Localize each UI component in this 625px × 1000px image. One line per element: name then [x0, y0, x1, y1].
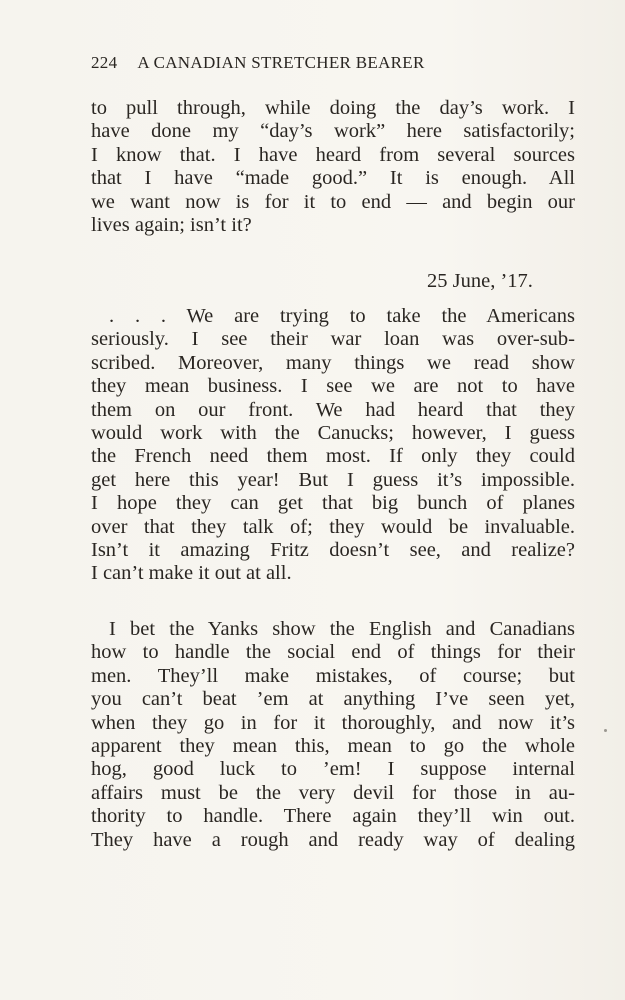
text-line: how to handle the social end of things for their [91, 641, 575, 664]
running-title: A CANADIAN STRETCHER BEARER [137, 53, 425, 72]
text-line: the French need them most. If only they could [91, 445, 575, 468]
text-line: affairs must be the very devil for those in au- [91, 781, 575, 804]
text-line: I know that. I have heard from several sources [91, 143, 575, 166]
text-line: I hope they can get that big bunch of planes [91, 492, 575, 515]
letter-paragraph [91, 618, 575, 852]
text-line: we want now is for it to end — and begin our [91, 190, 575, 213]
text-line: lives again; isn’t it? [91, 213, 252, 236]
text-line: that I have “made good.” It is enough. All [91, 167, 575, 190]
text-line: seriously. I see their war loan was over-sub- [91, 328, 575, 351]
letter-paragraph [91, 305, 575, 586]
text-line: They have a rough and ready way of dealing [91, 828, 575, 851]
paragraph-continued [91, 97, 575, 237]
text-line: have done my “day’s work” here satisfactorily; [91, 120, 575, 143]
text-line: I bet the Yanks show the English and Canadians [109, 618, 575, 640]
text-line: you can’t beat ’em at anything I’ve seen yet, [91, 688, 575, 711]
text-line: they mean business. I see we are not to have [91, 375, 575, 398]
text-line: Isn’t it amazing Fritz doesn’t see, and realize? [91, 538, 575, 561]
text-line: scribed. Moreover, many things we read show [91, 351, 575, 374]
text-line: thority to handle. There again they’ll win out. [91, 805, 575, 828]
text-line: when they go in for it thoroughly, and now it’s [91, 711, 575, 734]
text-line: them on our front. We had heard that they [91, 398, 575, 421]
text-line: hog, good luck to ’em! I suppose internal [91, 758, 575, 781]
letter-dateline: 25 June, ’17. [427, 270, 533, 292]
text-line: . . . We are trying to take the Americans [109, 305, 575, 327]
page-number: 224 [91, 53, 118, 72]
text-line: I can’t make it out at all. [91, 562, 292, 585]
running-head [91, 53, 571, 73]
text-line: men. They’ll make mistakes, of course; but [91, 664, 575, 687]
text-line: over that they talk of; they would be invaluable. [91, 515, 575, 538]
text-line: to pull through, while doing the day’s work. I [91, 97, 575, 119]
text-line: get here this year! But I guess it’s impossible. [91, 468, 575, 491]
text-line: apparent they mean this, mean to go the whole [91, 734, 575, 757]
text-line: would work with the Canucks; however, I guess [91, 421, 575, 444]
paper-speck [604, 729, 607, 732]
